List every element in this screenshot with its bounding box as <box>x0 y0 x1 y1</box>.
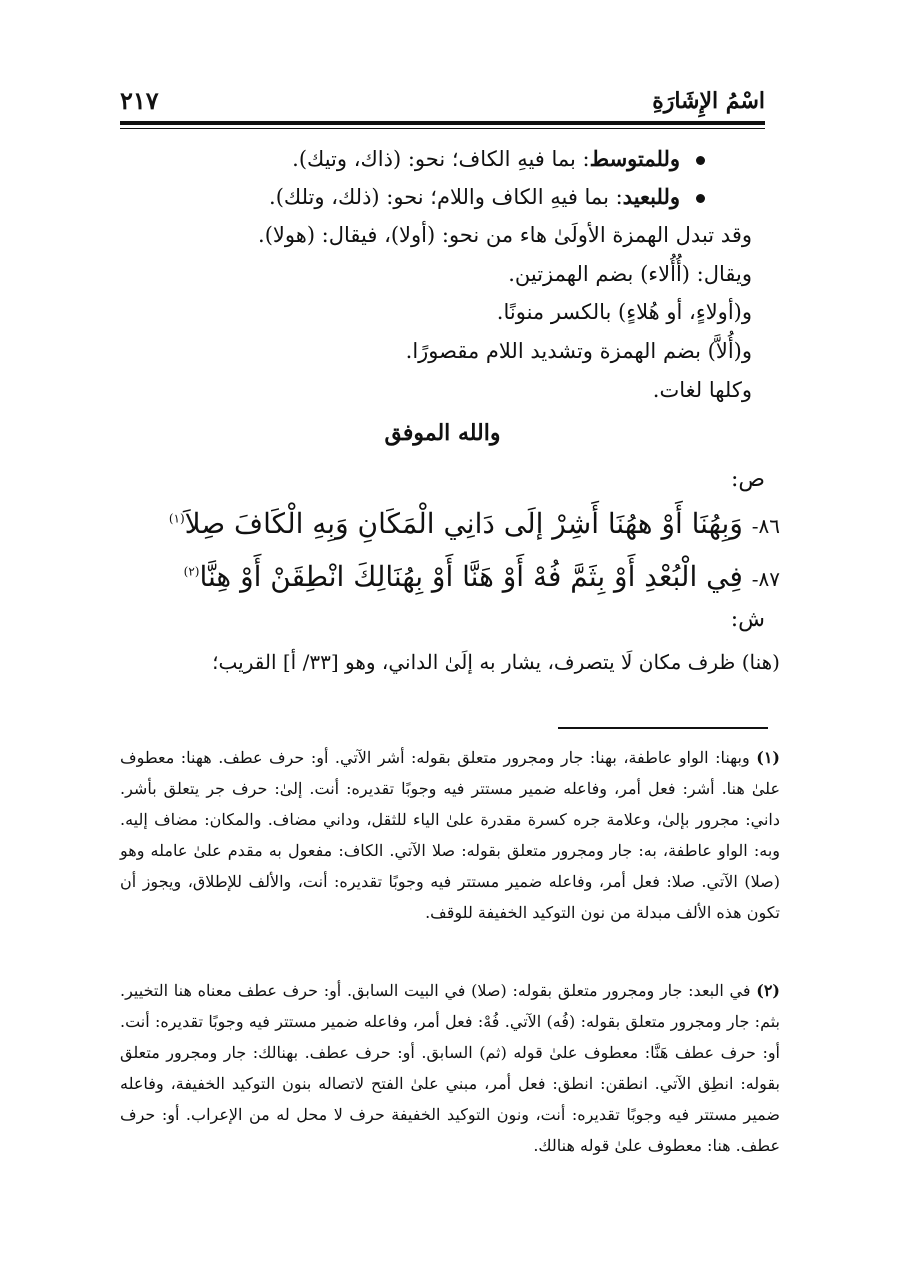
footnote-2-text: في البعد: جار ومجرور متعلق بقوله: (صلا) في البيت السابق. أو: حرف عطف معناه هنا التخيير. بثم: جار ومجرور متعلق بقوله: (فُه) الآتي. فُهْ: فعل أمر، وفاعله ضمير مستتر فيه وجوبًا تقديره: أنت. أو: حرف عطف هَنَّا: معطوف علىٰ قوله (ثم) السابق. أو: حرف عطف. بهنالك: جار ومجرور متعلق بقوله: انطِق الآتي. انطقن: انطق: فعل أمر، مبني علىٰ الفتح لاتصاله بنون التوكيد الخفيفة، وفاعله ضمير مستتر فيه وجوبًا تقديره: أنت، ونون التوكيد الخفيفة حرف لا محل له من الإعراب. أو: حرف عطف. هنا: معطوف علىٰ قوله هنالك. <box>120 981 781 1155</box>
footnote-1-number: (١) <box>756 748 780 767</box>
verse-86 <box>169 507 780 540</box>
chapter-title: اسْمُ الإِشَارَةِ <box>652 88 765 114</box>
bullet-far <box>269 184 705 209</box>
verse-87-text: فِي الْبُعْدِ أَوْ بِثَمَّ فُهْ أَوْ هَنَّا أَوْ بِهُنَالِكَ انْطِقَنْ أَوْ هِنَّا <box>199 560 743 593</box>
body-line-4: و(أُلاَّ) بضم الهمزة وتشديد اللام مقصورًا. <box>405 339 752 363</box>
bullet-medium-label: وللمتوسط <box>589 146 680 171</box>
body-line-1: وقد تبدل الهمزة الأولَىٰ هاء من نحو: (أولا)، فيقال: (هولا). <box>258 223 752 247</box>
footnote-separator <box>558 727 768 729</box>
header-rule-thick <box>120 121 765 125</box>
closing-heading: والله الموفق <box>384 420 501 446</box>
footnote-1 <box>120 742 780 928</box>
bullet-medium-text: : بما فيهِ الكاف؛ نحو: (ذاك، وتيك). <box>292 147 590 171</box>
footnote-2 <box>120 975 780 1161</box>
footnote-2-number: (٢) <box>756 981 780 1000</box>
verse-87-ref: (٢) <box>183 564 200 579</box>
verse-86-ref: (١) <box>168 511 185 526</box>
commentary-line: (هنا) ظرف مكان لَا يتصرف، يشار به إلَىٰ الداني، وهو [٣٣/ أ] القريب؛ <box>212 650 780 674</box>
header-rule-thin <box>120 128 765 129</box>
bullet-dot-icon <box>696 194 705 203</box>
footnote-1-text: وبهنا: الواو عاطفة، بهنا: جار ومجرور متعلق بقوله: أشر الآتي. أو: حرف عطف. ههنا: معطوف علىٰ هنا. أشر: فعل أمر، وفاعله ضمير مستتر فيه وجوبًا تقديره: أنت. إلىٰ: حرف جر يتعلق بأشر. داني: مجرور بإلىٰ، وعلامة جره كسرة مقدرة علىٰ الياء للثقل، وداني مضاف. والمكان: مضاف إليه. وبه: الواو عاطفة، به: جار ومجرور متعلق بقوله: صلا الآتي. الكاف: مفعول به مقدم علىٰ عامله وهو (صلا) الآتي. صلا: فعل أمر، وفاعله ضمير مستتر فيه وجوبًا تقديره: أنت، والألف للإطلاق، ويجوز أن تكون هذه الألف مبدلة من نون التوكيد الخفيفة للوقف. <box>120 748 780 922</box>
text-marker: ص: <box>730 467 765 492</box>
page-number: ٢١٧ <box>120 86 159 115</box>
bullet-dot-icon <box>696 156 705 165</box>
verse-87 <box>184 560 780 593</box>
bullet-far-label: وللبعيد <box>622 184 680 209</box>
body-line-3: و(أولاءٍ، أو هُلاءٍ) بالكسر منونًا. <box>496 300 752 324</box>
verse-86-number: ٨٦- <box>751 514 780 538</box>
bullet-far-text: : بما فيهِ الكاف واللام؛ نحو: (ذلك، وتلك). <box>269 185 623 209</box>
bullet-medium <box>292 146 705 171</box>
running-header <box>120 80 765 120</box>
verse-87-number: ٨٧- <box>751 567 780 591</box>
commentary-marker: ش: <box>730 607 765 632</box>
verse-86-text: وَبِهُنَا أَوْ ههُنَا أَشِرْ إلَى دَانِي الْمَكَانِ وَبِهِ الْكَافَ صِلاَ <box>184 507 743 540</box>
body-line-2: ويقال: (أُأُلاء) بضم الهمزتين. <box>508 262 752 286</box>
body-line-5: وكلها لغات. <box>652 378 752 402</box>
